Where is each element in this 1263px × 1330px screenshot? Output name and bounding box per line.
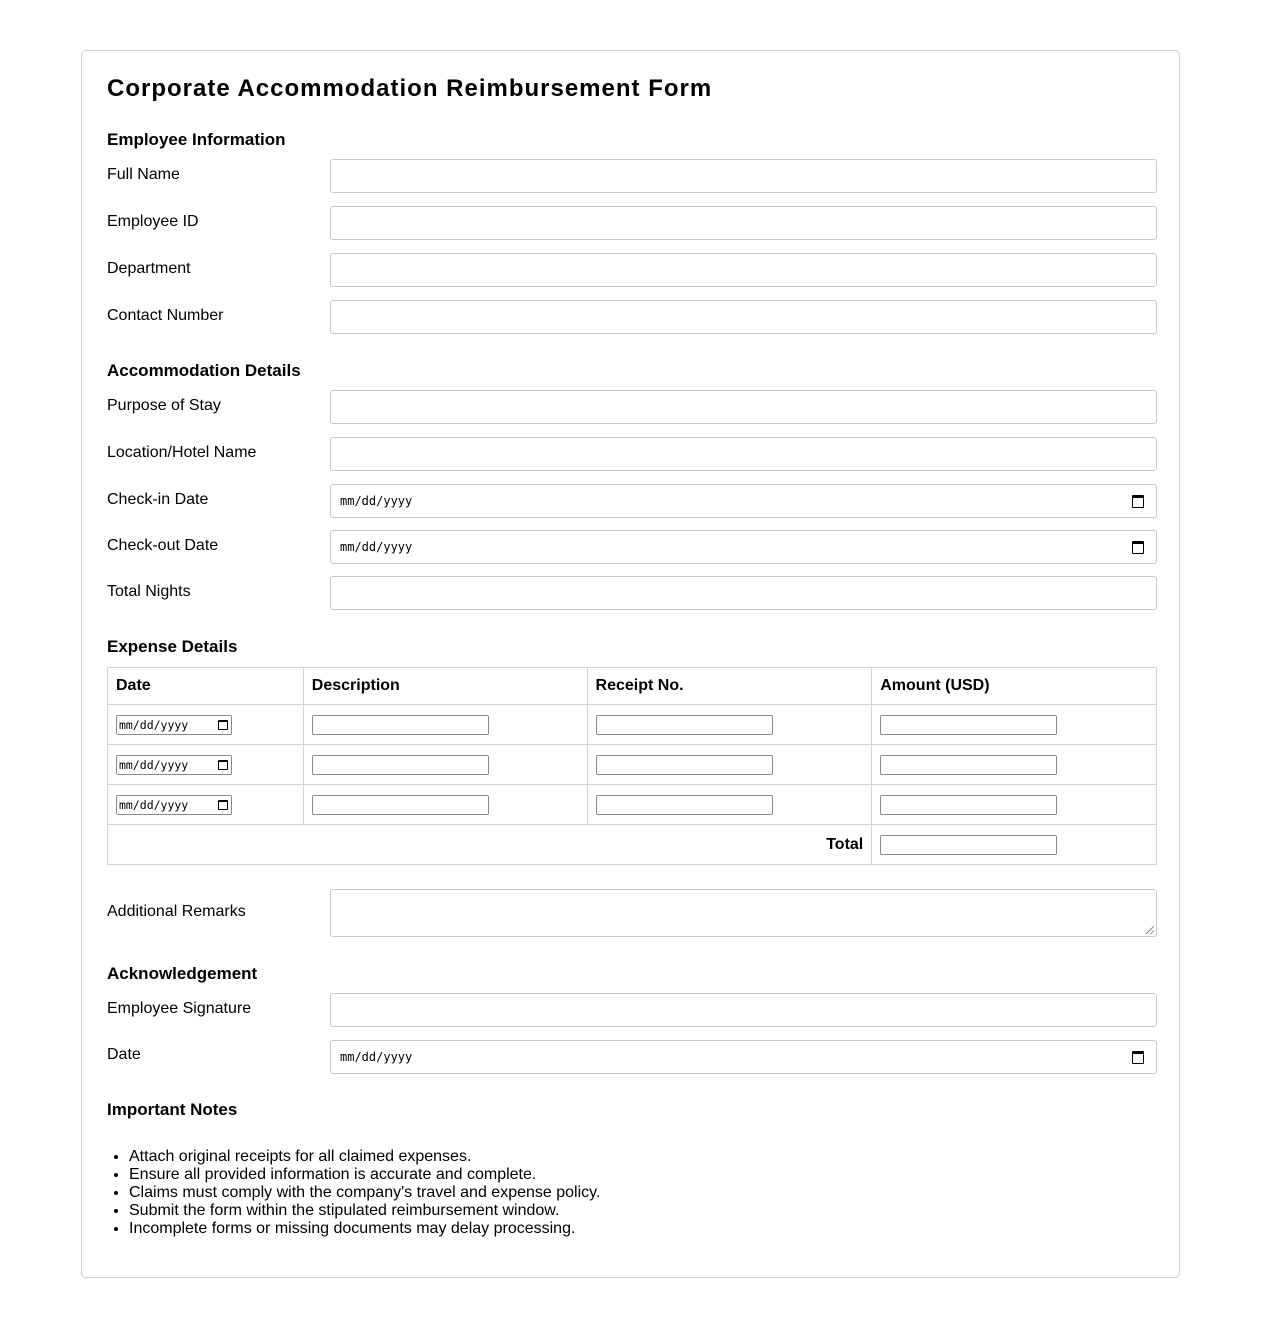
- additional-remarks-label: Additional Remarks: [107, 903, 246, 920]
- department-input[interactable]: [330, 253, 1157, 287]
- purpose-input[interactable]: [330, 390, 1157, 424]
- acknowledgement-date-label: Date: [107, 1046, 141, 1063]
- total-amount-cell: [872, 825, 1157, 865]
- amount-input[interactable]: [880, 795, 1057, 815]
- check-in-date-input[interactable]: [330, 484, 1157, 518]
- amount-input[interactable]: [880, 755, 1057, 775]
- total-label: Total: [108, 825, 872, 865]
- form-card: [81, 50, 1180, 1278]
- contact-number-input[interactable]: [330, 300, 1157, 334]
- check-in-placeholder: mm/dd/yyyy: [340, 494, 413, 508]
- date-cell: [108, 785, 304, 825]
- check-out-label: Check-out Date: [107, 537, 219, 554]
- receipt-input[interactable]: [596, 755, 773, 775]
- additional-remarks-textarea[interactable]: [330, 889, 1157, 937]
- amount-cell: [872, 745, 1157, 785]
- full-name-input[interactable]: [330, 159, 1157, 193]
- location-label: Location/Hotel Name: [107, 444, 257, 461]
- expense-date-input[interactable]: [116, 795, 232, 815]
- resize-handle-icon[interactable]: [1146, 926, 1154, 934]
- table-header-row: [108, 668, 1157, 705]
- receipt-cell: [587, 785, 872, 825]
- list-item: • Submit the form within the stipulated reimbursement window.: [129, 1202, 600, 1220]
- important-notes-list: [107, 1148, 600, 1238]
- column-header-receipt: Receipt No.: [587, 668, 872, 705]
- acknowledgement-heading: Acknowledgement: [107, 964, 258, 983]
- expense-date-input[interactable]: [116, 715, 232, 735]
- amount-cell: [872, 705, 1157, 745]
- calendar-icon[interactable]: [1132, 1051, 1144, 1064]
- acknowledgement-date-input[interactable]: [330, 1040, 1157, 1074]
- calendar-icon[interactable]: [1132, 495, 1144, 508]
- acknowledgement-date-placeholder: mm/dd/yyyy: [340, 1050, 413, 1064]
- location-input[interactable]: [330, 437, 1157, 471]
- full-name-label: Full Name: [107, 166, 180, 183]
- employee-id-input[interactable]: [330, 206, 1157, 240]
- employee-signature-label: Employee Signature: [107, 1000, 252, 1017]
- date-cell: [108, 705, 304, 745]
- list-item: • Ensure all provided information is accurate and complete.: [129, 1166, 600, 1184]
- purpose-label: Purpose of Stay: [107, 397, 221, 414]
- employee-id-label: Employee ID: [107, 213, 199, 230]
- expense-details-heading: Expense Details: [107, 637, 238, 656]
- receipt-input[interactable]: [596, 715, 773, 735]
- amount-cell: [872, 785, 1157, 825]
- expense-date-input[interactable]: [116, 755, 232, 775]
- column-header-amount: Amount (USD): [872, 668, 1157, 705]
- calendar-icon[interactable]: [218, 760, 228, 770]
- calendar-icon[interactable]: [1132, 541, 1144, 554]
- expense-table: [107, 667, 1157, 865]
- total-nights-label: Total Nights: [107, 583, 191, 600]
- total-amount-input[interactable]: [880, 835, 1057, 855]
- receipt-cell: [587, 745, 872, 785]
- important-notes-heading: Important Notes: [107, 1100, 238, 1119]
- list-item: • Attach original receipts for all claimed expenses.: [129, 1148, 600, 1166]
- amount-input[interactable]: [880, 715, 1057, 735]
- expense-date-placeholder: mm/dd/yyyy: [119, 717, 189, 732]
- description-cell: [303, 785, 587, 825]
- description-input[interactable]: [312, 715, 489, 735]
- calendar-icon[interactable]: [218, 800, 228, 810]
- expense-date-placeholder: mm/dd/yyyy: [119, 757, 189, 772]
- column-header-description: Description: [303, 668, 587, 705]
- receipt-cell: [587, 705, 872, 745]
- description-cell: [303, 745, 587, 785]
- column-header-date: Date: [108, 668, 304, 705]
- total-nights-input[interactable]: [330, 576, 1157, 610]
- department-label: Department: [107, 260, 191, 277]
- accommodation-heading: Accommodation Details: [107, 361, 301, 380]
- page-title: Corporate Accommodation Reimbursement Form: [107, 75, 713, 102]
- list-item: • Claims must comply with the company's travel and expense policy.: [129, 1184, 600, 1202]
- check-in-label: Check-in Date: [107, 491, 209, 508]
- date-cell: [108, 745, 304, 785]
- check-out-placeholder: mm/dd/yyyy: [340, 540, 413, 554]
- contact-number-label: Contact Number: [107, 307, 224, 324]
- expense-date-placeholder: mm/dd/yyyy: [119, 797, 189, 812]
- table-row: [108, 705, 1157, 745]
- total-row: [108, 825, 1157, 865]
- description-input[interactable]: [312, 755, 489, 775]
- check-out-date-input[interactable]: [330, 530, 1157, 564]
- employee-info-heading: Employee Information: [107, 130, 286, 149]
- table-row: [108, 745, 1157, 785]
- table-row: [108, 785, 1157, 825]
- receipt-input[interactable]: [596, 795, 773, 815]
- description-cell: [303, 705, 587, 745]
- list-item: • Incomplete forms or missing documents may delay processing.: [129, 1220, 600, 1238]
- employee-signature-input[interactable]: [330, 993, 1157, 1027]
- description-input[interactable]: [312, 795, 489, 815]
- calendar-icon[interactable]: [218, 720, 228, 730]
